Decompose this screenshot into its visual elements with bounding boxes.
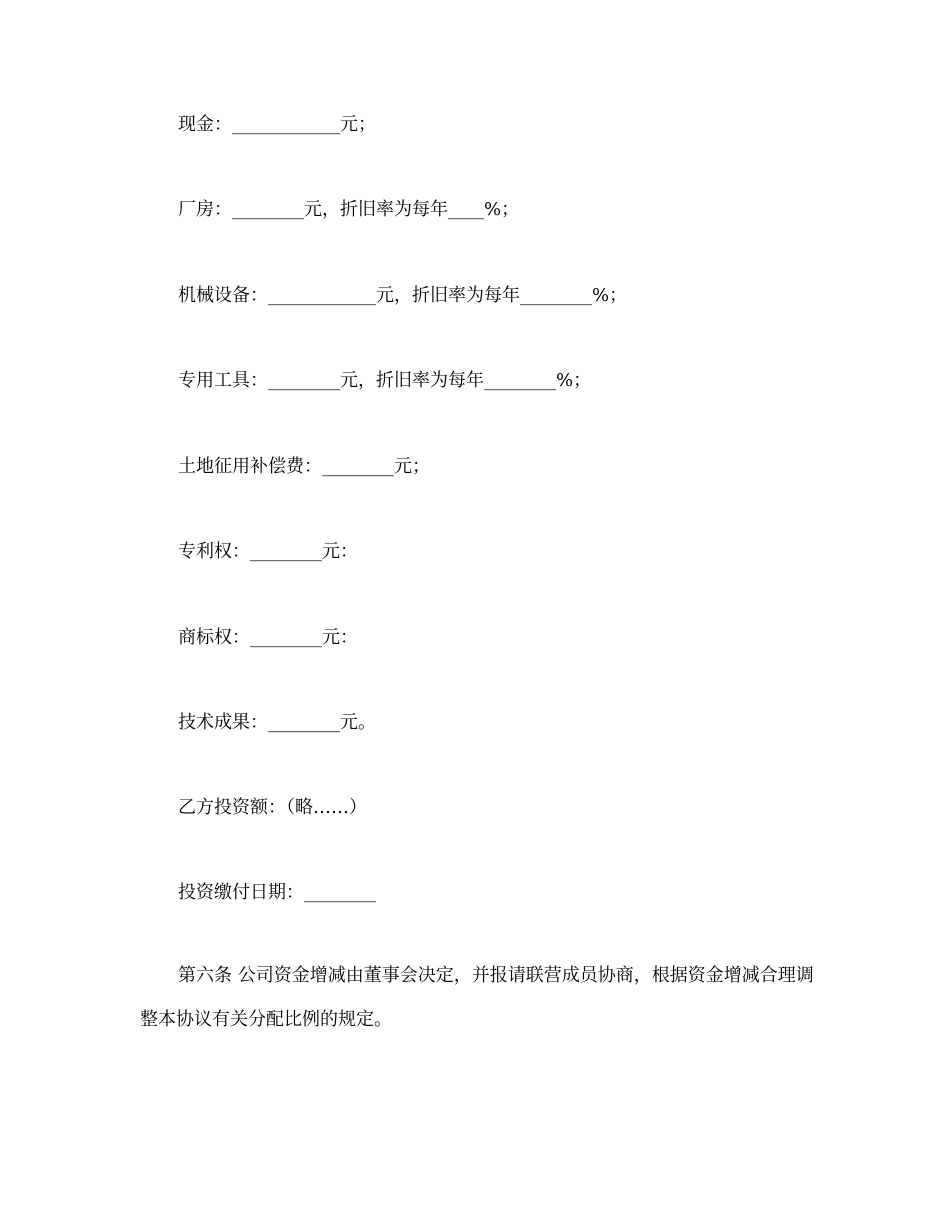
special-tools-line: 专用工具：________元，折旧率为每年________%； <box>178 370 592 391</box>
trademark-line: 商标权：________元： <box>178 627 358 648</box>
factory-line: 厂房：________元，折旧率为每年____%； <box>178 199 520 220</box>
tech-achievement-line: 技术成果：________元。 <box>178 712 376 733</box>
article-six-paragraph: 第六条 公司资金增减由董事会决定，并报请联营成员协商，根据资金增减合理调整本协议有关分配比例的规定。 <box>140 965 814 1030</box>
land-compensation-line: 土地征用补偿费：________元； <box>178 456 430 477</box>
party-b-investment-line: 乙方投资额：（略……） <box>178 797 367 818</box>
machinery-line: 机械设备：____________元，折旧率为每年________%； <box>178 285 628 306</box>
payment-date-line: 投资缴付日期：________ <box>178 882 376 903</box>
patent-line: 专利权：________元： <box>178 541 358 562</box>
cash-line: 现金：____________元； <box>178 114 376 135</box>
